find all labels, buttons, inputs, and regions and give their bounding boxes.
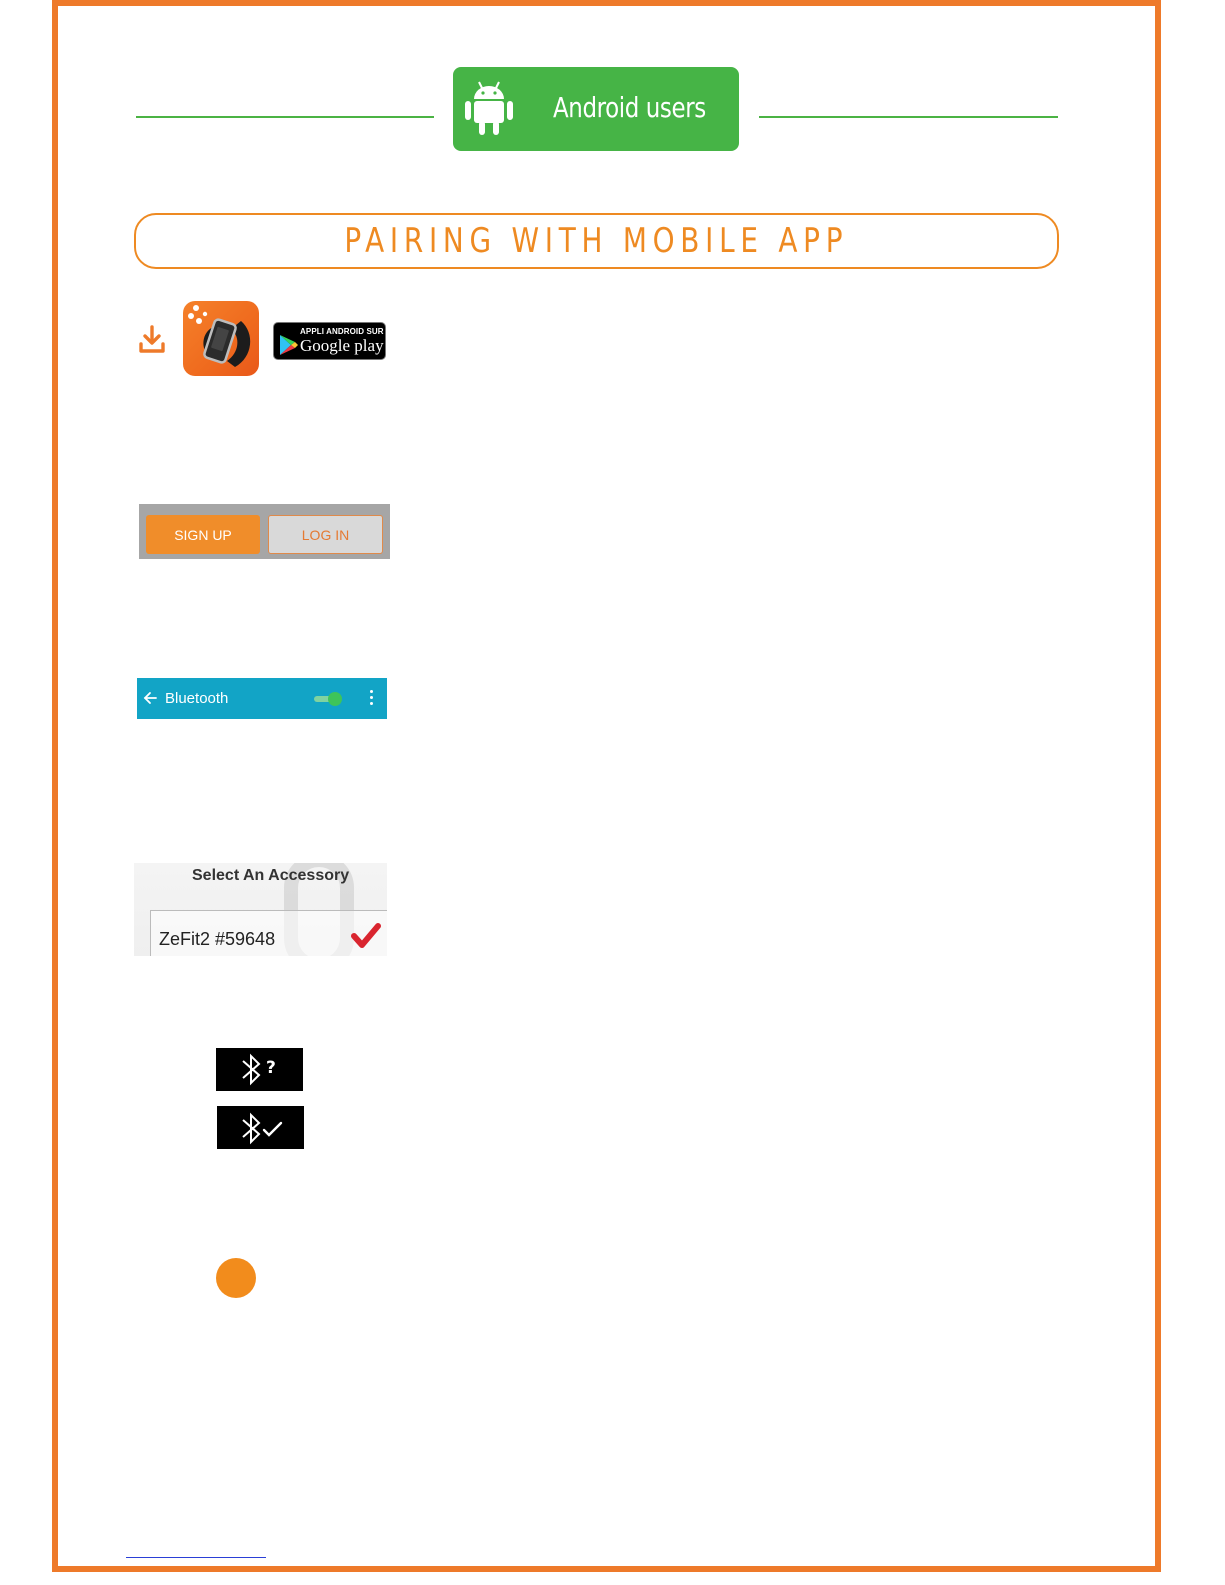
android-users-label: Android users [553, 91, 706, 124]
back-arrow-icon[interactable] [143, 689, 157, 707]
bluetooth-toggle[interactable] [314, 691, 342, 707]
select-accessory-title: Select An Accessory [192, 867, 350, 884]
bluetooth-settings-bar [137, 678, 387, 719]
overflow-menu-icon[interactable] [369, 690, 375, 708]
footer-link-underline [126, 1557, 266, 1558]
header-divider-right [759, 116, 1058, 118]
bluetooth-check-icon [217, 1106, 304, 1149]
android-users-badge [453, 67, 739, 151]
download-icon [138, 324, 166, 354]
device-screen-connected [217, 1106, 304, 1149]
bluetooth-question-icon [216, 1048, 303, 1091]
zefit-app-icon[interactable] [183, 301, 259, 376]
bluetooth-title: Bluetooth [165, 690, 229, 707]
accessory-device-name: ZeFit2 #59648 [159, 929, 276, 949]
header-divider-left [136, 116, 434, 118]
smartband-icon [183, 301, 259, 376]
android-icon [465, 79, 513, 137]
device-screen-searching [216, 1048, 303, 1091]
bluetooth-toggle-knob [328, 692, 342, 706]
sign-up-button[interactable]: SIGN UP [146, 515, 260, 554]
select-accessory-panel [134, 863, 387, 956]
auth-buttons-bar [139, 504, 390, 559]
google-play-badge[interactable] [273, 322, 386, 360]
log-in-button[interactable]: LOG IN [268, 515, 383, 554]
google-play-name: Google play [300, 336, 384, 355]
orange-indicator-dot [216, 1258, 256, 1298]
section-title-box [134, 213, 1059, 269]
check-icon [351, 923, 381, 949]
question-mark: ? [266, 1058, 276, 1078]
google-play-icon [279, 334, 299, 356]
section-title: PAIRING WITH MOBILE APP [344, 221, 849, 261]
google-play-caption: APPLI ANDROID SUR [300, 327, 384, 336]
